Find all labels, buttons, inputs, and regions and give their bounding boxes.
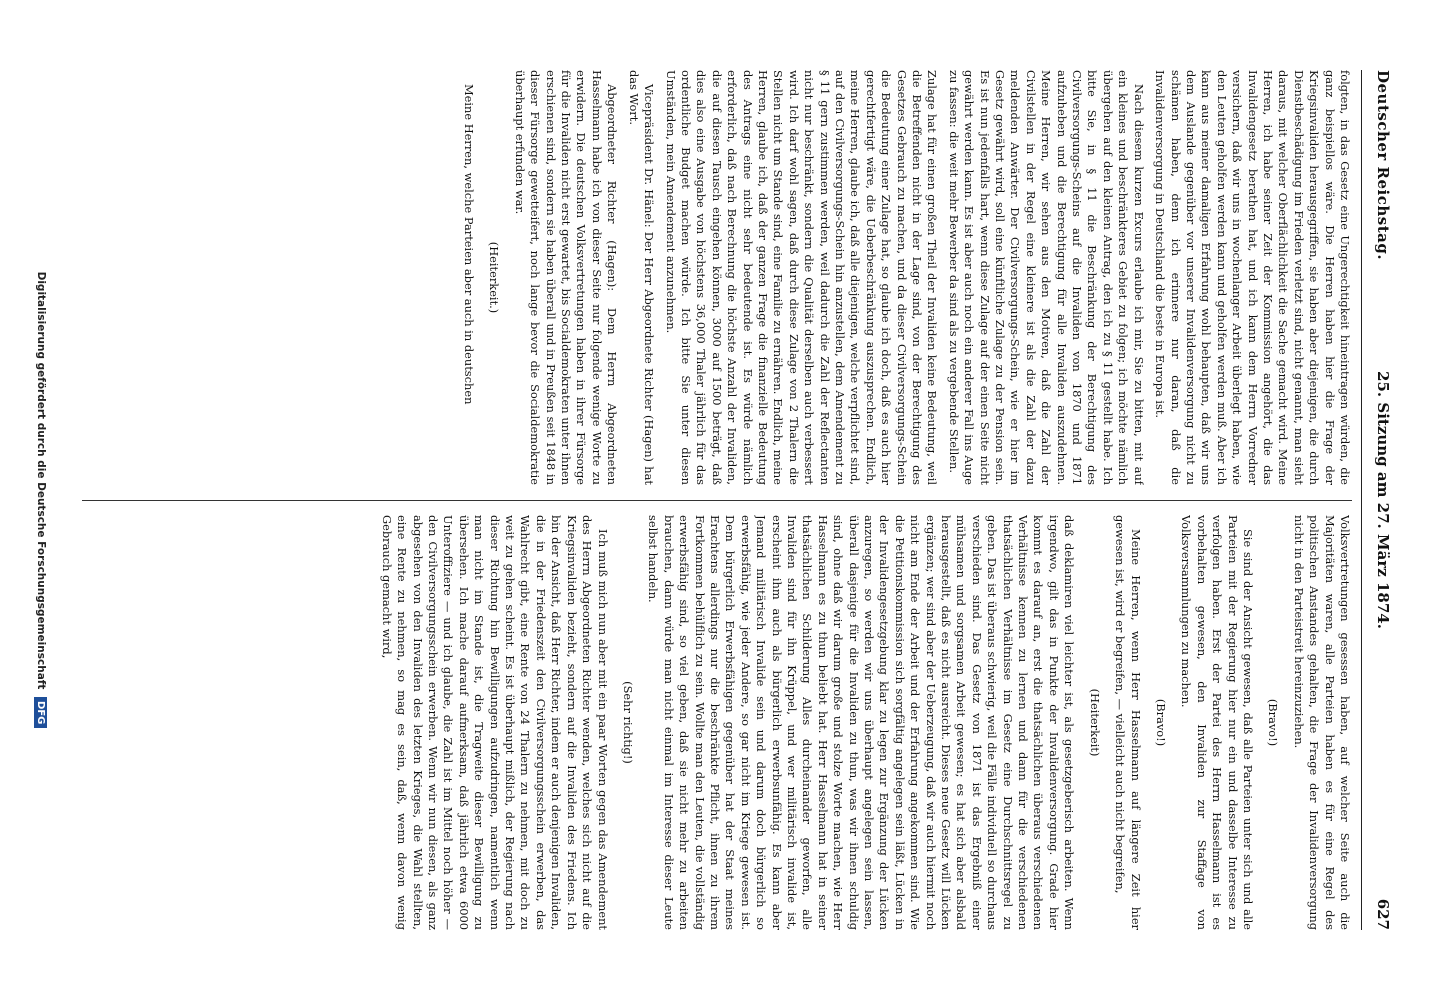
paragraph: Nach diesem kurzen Excurs erlaube ich mir, Sie zu bitten, mit auf ein kleines und beschränkteres Gebiet zu folgen; ich möchte nämlich übergehen auf den kleinen Antrag, den ich zu § 11 gestellt habe. Ich bitte Sie, in § 11 die Beschränkung der Berechtigung des Civilversorgungs-Scheins auf die Invaliden von 1870 und 1871 aufzuheben und die Berechtigung für alle Invaliden auszudehnen. Meine Herren, wir sehen aus den Motiven, daß die Zahl der Civilstellen in der Regel eine kleinere ist als die Zahl der dazu meldenden Anwärter. Der Civilversorgungs-Schein, wie er hier im Gesetz gewährt wird, soll eine künftliche Zulage zu der Pension sein. Es ist nun jedenfalls hart, wenn diese Zulage auf der einen Seite nicht gewährt werden kann. Es ist aber auch noch ein anderer Fall ins Auge zu fassen: die weit mehr Bewerber da sind als zu vergebende Stellen. [946,70,1146,485]
paragraph: Ich muß mich nun aber mit ein paar Worten gegen das Amendement des Herrn Abgeordneten Richter wenden, welches sich nicht auf die Kriegsinvaliden bezieht, sondern auf die Invaliden des Friedens. Ich bin der Ansicht, daß Herr Richter, indem er auch denjenigen Invaliden, die in der Friedenszeit den Civilversorgungsschein erwerben, das Wahlrecht gibt, eine Rente von 24 Thalern zu nehmen, mit doch zu weit zu gehen scheint. Es ist überhaupt mißlich, der Regierung nach dieser Richtung hin Bewilligungen aufzudringen, namentlich wenn man nicht im Stande ist, die Tragweite dieser Bewilligung zu übersehen. Ich mache darauf aufmerksam, daß jährlich etwa 6000 Unteroffiziere — und ich glaube, die Zahl ist im Mittel noch höher — den Civilversorgungsschein erwerben. Wenn wir nun diesen, als ganz abgesehen von den Invaliden des letzten Krieges, die Wahl stellten, eine Rente zu nehmen, so mag es sein, daß, wenn davon wenig Gebrauch gemacht wird, [379,515,610,930]
paragraph: Zulage hat für einen großen Theil der Invaliden keine Bedeutung, weil die Betreffenden nicht in der Lage sind, von der Berechtigung des Gesetzes Gebrauch zu machen, und da dieser Civilversorgungs-Schein die Bedeutung einer Zulage hat, so glaube ich doch, daß es auch hier gerechtfertigt wäre, die Ueberbeschränkung auszusprechen. Endlich, meine Herren, glaube ich, daß alle diejenigen, welche verpflichtet sind, auf den Civilversorgungs-Schein hin anzustellen, dem Amendement zu § 11 gern zustimmen werden, weil dadurch die Zahl der Reflectanten nicht nur beschränkt, sondern die Qualität derselben auch verbessert wird. Ich darf wohl sagen, daß durch diese Zulage von 2 Thalern die Stellen nicht um Stande sind, eine Familie zu ernähren. Endlich, meine Herren, glaube ich, daß der ganzen Frage die finanzielle Bedeutung des Antrags eine nicht sehr bedeutende ist. Es würde nämlich erforderlich, daß nach Berechnung die höchste Anzahl der Invaliden, die auf diesen Tausch eingehen können, 3000 auf 1500 beträgt, daß dies also eine Ausgabe von höchstens 36,000 Thaler jährlich für das ordentliche Budget machen würde. Ich bitte Sie unter diesen Umständen, mein Amendement anzunehmen. [663,70,940,485]
speaker-paragraph: Abgeordneter Richter (Hagen): Dem Herrn Abgeordneten Hasselmann habe ich von dieser Seite nur folgende wenige Worte zu erwidern. Die deutschen Volksvertretungen haben in ihrer Fürsorge für die Invaliden nicht erst gewartet, bis Socialdemokraten unter ihnen erschienen sind, sondern sie haben überall und in Preußen seit 1848 in dieser Fürsorge gewetteifert, noch lange bevor die Socialdemokratie überhaupt erfunden war. [512,70,620,485]
left-column [82,70,1352,485]
speaker-paragraph: Vicepräsident Dr. Hänel: Der Herr Abgeordnete Richter (Hagen) hat das Wort. [626,70,657,485]
interjection: (Bravo!) [1266,698,1281,747]
credit-text: Digitalisierung gefördert durch die Deutsche Forschungsgemeinschaft [35,271,47,690]
paragraph: Volksvertretungen gesessen haben, auf welcher Seite auch die Majoritäten waren, alle Parteien haben es für eine Regel des politischen Anstandes gehalten, die Frage der Invalidenversorgung nicht in den Parteistreit hereinzuziehen. [1291,515,1352,930]
column-divider [82,500,1352,501]
paragraph: Sie sind der Ansicht gewesen, daß alle Parteien unter sich und alle Parteien mit der Regierung hier nur ein und dasselbe Interesse zu verfolgen haben. Erst der Partei des Herrn Hasselmann ist es vorbehalten gewesen, den Invaliden zur Staffage von Volksversammlungen zu machen. [1179,515,1255,930]
interjection: (Heiterkeit.) [487,241,502,314]
header-title: Deutscher Reichstag. [1374,70,1392,261]
interjection: (Heiterkeit) [1087,688,1102,757]
paragraph: Meine Herren, welche Parteien aber auch in deutschen [462,84,477,405]
page-number: 627 [1374,898,1392,930]
paragraph: folgten, in das Gesetz eine Ungerechtigkeit hineintragen würden, die ganz beispiellos wäre. Die Herren haben hier die Frage der Kriegsinvaliden herausgegriffen, sie haben aber diejenigen, die durch Dienstbeschädigung im Frieden verletzt sind, nicht genannt, man sieht daraus, mit welcher Oberflächlichkeit die Sache gemacht wird. Meine Herren, ich habe seiner Zeit der Kommission angehört, die das Invalidengesetz berathen hat, und ich kann dem Herrn Vorredner versichern, daß wir uns in wochenlanger Arbeit überlegt haben, wie den Leuten geholfen werden kann und geholfen werden muß. Aber ich kann aus meiner damaligen Erfahrung wohl behaupten, daß wir uns dem Auslande gegenüber vor unserer Invalidenversorgung nicht zu schämen haben, denn ich erinnere nur daran, daß die Invalidenversorgung in Deutschland die beste in Europa ist. [1153,70,1352,485]
right-column [82,515,1352,930]
paragraph: daß deklamiren viel leichter ist, als gesetzgeberisch arbeiten. Wenn irgendwo, gilt das in Punkte der Invalidenversorgung. Grade hier kommt es darauf an, erst die thatsächlichen überaus verschiedenen Verhältnisse kennen zu lernen und dann für die verschiedenen thatsächlichen Verhältnisse im Gesetz eine Durchschnittsregel zu geben. Das ist überaus schwierig, weil die Fälle individuell so durchaus verschieden sind. Das Gesetz von 1871 ist das Ergebniß einer mühsamen und sorgsamen Arbeit gewesen; es hat sich aber alsbald herausgestellt, daß es nicht ausreicht. Dieses neue Gesetz will Lücken ergänzen; wer sind aber der Ueberzeugung, daß wir auch hiermit noch nicht am Ende der Arbeit und der Erfahrung angekommen sind. Wie die Petitionskommission sich sorgfältig angelegen sein läßt, Lücken in der Invalidengesetzgebung klar zu legen zur Ergänzung der Lücken anzuregen, so werden wir uns überhaupt angelegen sein lassen, überall dasjenige für die Invaliden zu thun, was wir ihnen schuldig sind, ohne daß wir darum große und stolze Worte machen, wie Herr Hasselmann es zu thun beliebt hat. Herr Hasselmann hat in seiner thatsächlichen Schilderung Alles durcheinander geworfen, alle Invaliden sind für ihn Krüppel, und wer militärisch invalide ist, erscheint ihm auch als bürgerlich erwerbsunfähig. Es kann aber Jemand militärisch Invalide sein und darum doch bürgerlich so erwerbsfähig, wie jeder Andere, so gar nicht im Kriege gewesen ist. Dem bürgerlich Erwerbsfähigen gegenüber hat der Staat meines Erachtens allerdings nur die beschränkte Pflicht, ihnen zu ihrem Fortkommen behülflich zu sein. Wollte man den Leuten, die vollständig erwerbsfähig sind, so viel geben, daß sie nicht mehr zu arbeiten brauchen, dann würde man nicht einmal im Interesse dieser Leute selbst handeln. [646,515,1077,930]
page-header [1361,70,1422,930]
header-session: 25. Sitzung am 27. März 1874. [1374,371,1392,629]
interjection: (Sehr richtig!) [620,681,635,764]
dfg-logo: DFG [34,697,47,728]
text-columns [82,70,1352,930]
paragraph: Meine Herren, wenn Herr Hasselmann auf längere Zeit hier gewesen ist, wird er begreifen, — vielleicht auch nicht begreifen, [1113,515,1143,930]
digitization-credit [34,210,47,790]
interjection: (Bravo!) [1153,698,1168,747]
